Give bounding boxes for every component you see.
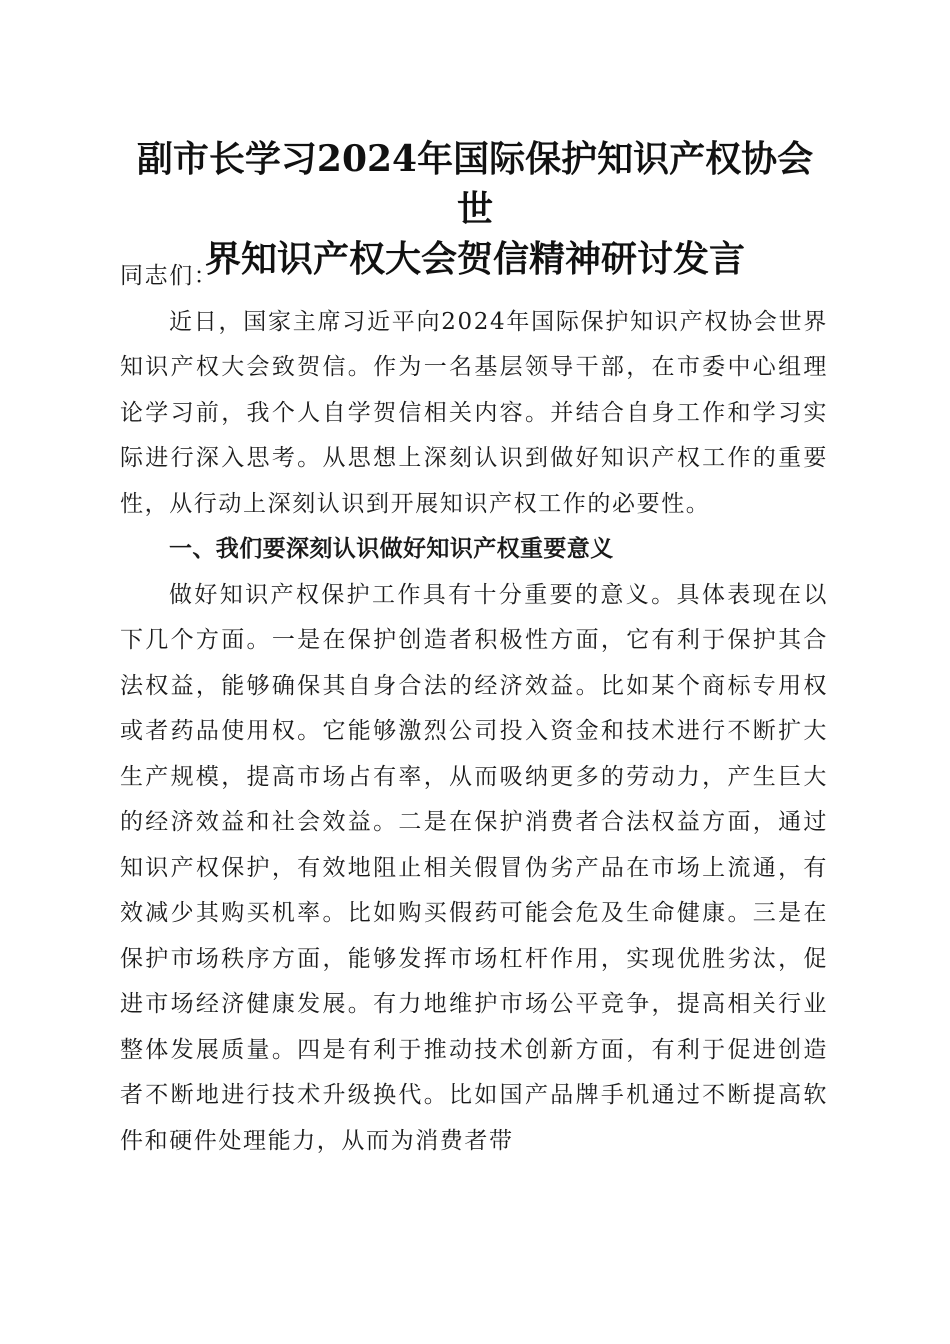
title-line-1: 副市长学习2024年国际保护知识产权协会世 — [136, 138, 814, 230]
salutation: 同志们： — [120, 263, 219, 289]
document-body — [120, 254, 828, 1164]
title-line-2: 界知识产权大会贺信精神研讨发言 — [204, 238, 745, 280]
paragraph-significance: 做好知识产权保护工作具有十分重要的意义。具体表现在以下几个方面。一是在保护创造者积极性方面，它有利于保护其合法权益，能够确保其自身合法的经济效益。比如某个商标专用权或者药品使用权。它能够激烈公司投入资金和技术进行不断扩大生产规模，提高市场占有率，从而吸纳更多的劳动力，产生巨大的经济效益和社会效益。二是在保护消费者合法权益方面，通过知识产权保护，有效地阻止相关假冒伪劣产品在市场上流通，有效减少其购买机率。比如购买假药可能会危及生命健康。三是在保护市场秩序方面，能够发挥市场杠杆作用，实现优胜劣汰，促进市场经济健康发展。有力地维护市场公平竞争，提高相关行业整体发展质量。四是有利于推动技术创新方面，有利于促进创造者不断地进行技术升级换代。比如国产品牌手机通过不断提高软件和硬件处理能力，从而为消费者带 — [120, 581, 828, 1154]
paragraph-intro: 近日，国家主席习近平向2024年国际保护知识产权协会世界知识产权大会致贺信。作为一名基层领导干部，在市委中心组理论学习前，我个人自学贺信相关内容。并结合自身工作和学习实际进行深入思考。从思想上深刻认识到做好知识产权工作的重要性，从行动上深刻认识到开展知识产权工作的必要性。 — [120, 308, 828, 517]
section-heading-1: 一、我们要深刻认识做好知识产权重要意义 — [169, 536, 614, 562]
